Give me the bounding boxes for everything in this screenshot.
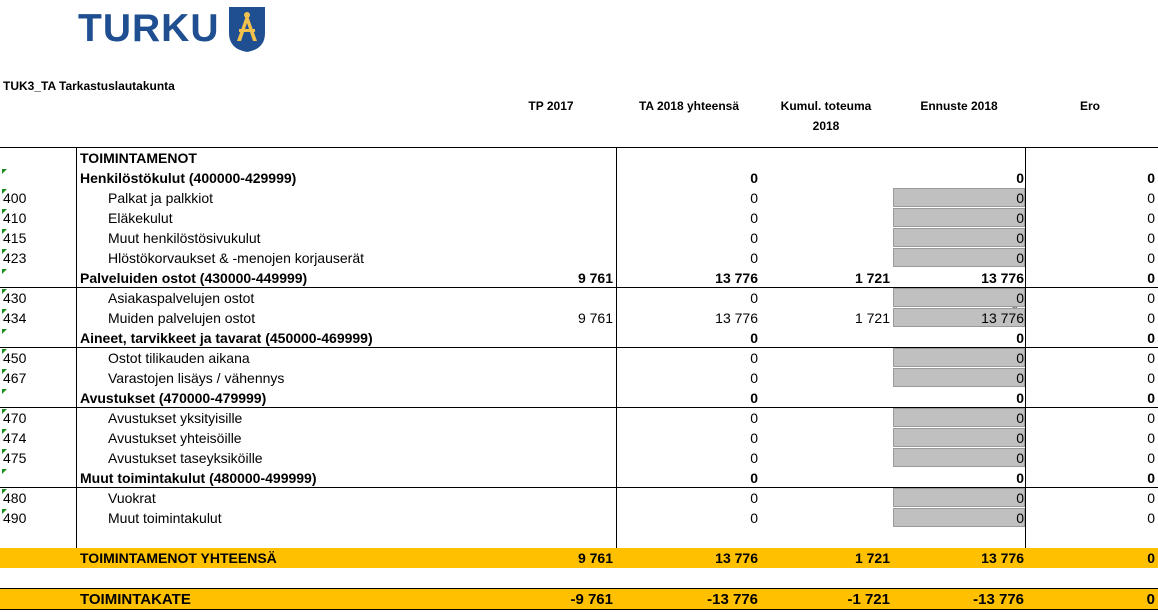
cell-note-marker <box>2 269 7 274</box>
value-ero: 0 <box>1147 510 1155 526</box>
value-ero: 0 <box>1147 190 1155 206</box>
account-row <box>0 208 1158 228</box>
total-tp: 9 761 <box>577 550 613 566</box>
value-ta2018: 0 <box>750 390 758 406</box>
row-label: Muut toimintakulut <box>108 510 222 526</box>
result-kumul: -1 721 <box>847 591 890 608</box>
value-ero: 0 <box>1147 330 1155 346</box>
cell-note-marker <box>2 349 7 354</box>
row-label: Avustukset taseyksiköille <box>108 450 263 466</box>
value-ennuste: 0 <box>1016 210 1024 226</box>
value-ennuste: 0 <box>1016 490 1024 506</box>
value-ennuste: 0 <box>1016 450 1024 466</box>
value-kumul: 1 721 <box>854 310 890 326</box>
value-ero: 0 <box>1147 210 1155 226</box>
row-label: Vuokrat <box>108 490 156 506</box>
value-ero: 0 <box>1147 390 1155 406</box>
value-ta2018: 0 <box>750 410 758 426</box>
value-ennuste: 0 <box>1016 470 1024 486</box>
total-ta: 13 776 <box>715 550 758 566</box>
value-ero: 0 <box>1147 270 1155 286</box>
value-ta2018: 0 <box>750 370 758 386</box>
value-ennuste: 0 <box>1016 230 1024 246</box>
group-row <box>0 268 1158 288</box>
value-ero: 0 <box>1147 170 1155 186</box>
forecast-input-cell[interactable] <box>893 208 1025 227</box>
group-row <box>0 388 1158 408</box>
col-header-kumul-year: 2018 <box>812 119 840 133</box>
account-row <box>0 348 1158 368</box>
cell-note-marker <box>2 309 7 314</box>
value-ta2018: 0 <box>750 350 758 366</box>
cell-note-marker <box>2 189 7 194</box>
turku-logo <box>78 4 267 54</box>
row-label: Varastojen lisäys / vähennys <box>108 370 285 386</box>
row-label: Avustukset (470000-479999) <box>80 390 267 406</box>
value-ero: 0 <box>1147 370 1155 386</box>
total-label: TOIMINTAMENOT YHTEENSÄ <box>80 550 277 566</box>
value-ero: 0 <box>1147 230 1155 246</box>
col-header-kumul: Kumul. toteuma <box>780 99 872 113</box>
forecast-input-cell[interactable] <box>893 228 1025 247</box>
value-ennuste: 0 <box>1016 250 1024 266</box>
section-title-row <box>0 148 1158 168</box>
value-ta2018: 0 <box>750 250 758 266</box>
account-code: 450 <box>3 350 27 366</box>
account-row <box>0 508 1158 528</box>
forecast-input-cell[interactable] <box>893 288 1025 307</box>
value-ennuste: 0 <box>1016 350 1024 366</box>
row-label: Hlöstökorvaukset & -menojen korjauserät <box>108 250 365 266</box>
value-ta2018: 0 <box>750 230 758 246</box>
cell-note-marker <box>2 209 7 214</box>
value-ta2018: 0 <box>750 290 758 306</box>
value-ta2018: 0 <box>750 490 758 506</box>
cell-note-marker <box>2 409 7 414</box>
cell-note-marker <box>2 489 7 494</box>
result-ennuste: -13 776 <box>973 591 1024 608</box>
account-code: 480 <box>3 490 27 506</box>
column-separator <box>76 148 77 568</box>
forecast-input-cell[interactable] <box>893 348 1025 367</box>
row-label: Palkat ja palkkiot <box>108 190 214 206</box>
turku-crest-icon <box>227 5 267 53</box>
account-code: 490 <box>3 510 27 526</box>
value-ta2018: 0 <box>750 170 758 186</box>
result-label: TOIMINTAKATE <box>80 591 191 608</box>
row-label: Muut toimintakulut (480000-499999) <box>80 470 317 486</box>
account-code: 400 <box>3 190 27 206</box>
account-row <box>0 308 1158 328</box>
account-row <box>0 448 1158 468</box>
result-ero: 0 <box>1146 591 1155 608</box>
cell-note-marker <box>2 509 7 514</box>
value-ero: 0 <box>1147 410 1155 426</box>
value-ta2018: 0 <box>750 190 758 206</box>
account-code: 423 <box>3 250 27 266</box>
account-code: 415 <box>3 230 27 246</box>
forecast-input-cell[interactable] <box>893 508 1025 527</box>
row-label: Asiakaspalvelujen ostot <box>108 290 255 306</box>
cell-note-marker <box>2 389 7 394</box>
forecast-input-cell[interactable] <box>893 368 1025 387</box>
value-ennuste: 0 <box>1016 510 1024 526</box>
value-ero: 0 <box>1147 450 1155 466</box>
row-label: Avustukset yksityisille <box>108 410 243 426</box>
account-row <box>0 408 1158 428</box>
forecast-input-cell[interactable] <box>893 408 1025 427</box>
account-code: 434 <box>3 310 27 326</box>
cell-note-marker <box>2 169 7 174</box>
value-ero: 0 <box>1147 350 1155 366</box>
value-ennuste: 0 <box>1016 370 1024 386</box>
account-code: 430 <box>3 290 27 306</box>
forecast-input-cell[interactable] <box>893 488 1025 507</box>
value-ennuste: 0 <box>1016 430 1024 446</box>
row-label: Muut henkilöstösivukulut <box>108 230 261 246</box>
row-label: Ostot tilikauden aikana <box>108 350 250 366</box>
section-title: TOIMINTAMENOT <box>80 150 197 166</box>
value-ta2018: 13 776 <box>715 270 758 286</box>
forecast-input-cell[interactable] <box>893 428 1025 447</box>
sheet-title: TUK3_TA Tarkastuslautakunta <box>3 79 175 93</box>
account-row <box>0 428 1158 448</box>
forecast-input-cell[interactable] <box>893 248 1025 267</box>
value-ero: 0 <box>1147 430 1155 446</box>
group-row <box>0 168 1158 188</box>
value-ta2018: 0 <box>750 510 758 526</box>
row-label: Aineet, tarvikkeet ja tavarat (450000-469999) <box>80 330 373 346</box>
total-ennuste: 13 776 <box>981 550 1024 566</box>
total-row <box>0 548 1158 568</box>
column-separator <box>1025 148 1026 568</box>
value-ennuste: 0 <box>1016 410 1024 426</box>
value-tp2017: 9 761 <box>577 270 613 286</box>
col-header-ennuste: Ennuste 2018 <box>920 99 998 113</box>
value-ero: 0 <box>1147 470 1155 486</box>
value-ero: 0 <box>1147 290 1155 306</box>
account-row <box>0 228 1158 248</box>
cell-note-marker <box>2 429 7 434</box>
value-ennuste: 0 <box>1016 290 1024 306</box>
account-row <box>0 368 1158 388</box>
account-code: 410 <box>3 210 27 226</box>
value-ennuste: 13 776 <box>981 270 1024 286</box>
col-header-ta2018: TA 2018 yhteensä <box>638 99 740 113</box>
account-row <box>0 248 1158 268</box>
group-row <box>0 468 1158 488</box>
cell-note-marker <box>2 469 7 474</box>
row-label: Palveluiden ostot (430000-449999) <box>80 270 308 286</box>
cell-note-marker <box>2 369 7 374</box>
total-ero: 0 <box>1147 550 1155 566</box>
value-ennuste: 0 <box>1016 190 1024 206</box>
account-code: 467 <box>3 370 27 386</box>
logo-text: TURKU <box>78 7 220 50</box>
cell-note-marker <box>2 229 7 234</box>
col-header-ero: Ero <box>1079 99 1100 113</box>
account-code: 475 <box>3 450 27 466</box>
result-row <box>0 589 1158 609</box>
forecast-input-cell[interactable] <box>893 448 1025 467</box>
value-kumul: 1 721 <box>854 270 890 286</box>
row-label: Henkilöstökulut (400000-429999) <box>80 170 297 186</box>
row-label: Eläkekulut <box>108 210 173 226</box>
account-row <box>0 188 1158 208</box>
total-kumul: 1 721 <box>854 550 890 566</box>
result-tp: -9 761 <box>570 591 613 608</box>
result-bottom-rule <box>0 609 1158 610</box>
account-row <box>0 488 1158 508</box>
cell-note-marker <box>2 449 7 454</box>
column-separator <box>616 148 617 568</box>
row-label: Muiden palvelujen ostot <box>108 310 256 326</box>
value-ta2018: 0 <box>750 470 758 486</box>
value-ta2018: 0 <box>750 430 758 446</box>
group-row <box>0 328 1158 348</box>
value-ennuste: 13 776 <box>981 310 1024 326</box>
account-code: 474 <box>3 430 27 446</box>
value-ennuste: 0 <box>1016 330 1024 346</box>
cell-note-marker <box>2 289 7 294</box>
cell-note-marker <box>2 329 7 334</box>
cell-note-marker <box>2 249 7 254</box>
value-ennuste: 0 <box>1016 390 1024 406</box>
account-code: 470 <box>3 410 27 426</box>
row-label: Avustukset yhteisöille <box>108 430 242 446</box>
value-tp2017: 9 761 <box>577 310 613 326</box>
account-row <box>0 288 1158 308</box>
result-ta: -13 776 <box>707 591 758 608</box>
value-ero: 0 <box>1147 490 1155 506</box>
value-ennuste: 0 <box>1016 170 1024 186</box>
value-ero: 0 <box>1147 250 1155 266</box>
value-ta2018: 0 <box>750 330 758 346</box>
value-ta2018: 13 776 <box>715 310 758 326</box>
forecast-input-cell[interactable] <box>893 188 1025 207</box>
col-header-tp2017: TP 2017 <box>528 99 574 113</box>
value-ero: 0 <box>1147 310 1155 326</box>
value-ta2018: 0 <box>750 450 758 466</box>
value-ta2018: 0 <box>750 210 758 226</box>
